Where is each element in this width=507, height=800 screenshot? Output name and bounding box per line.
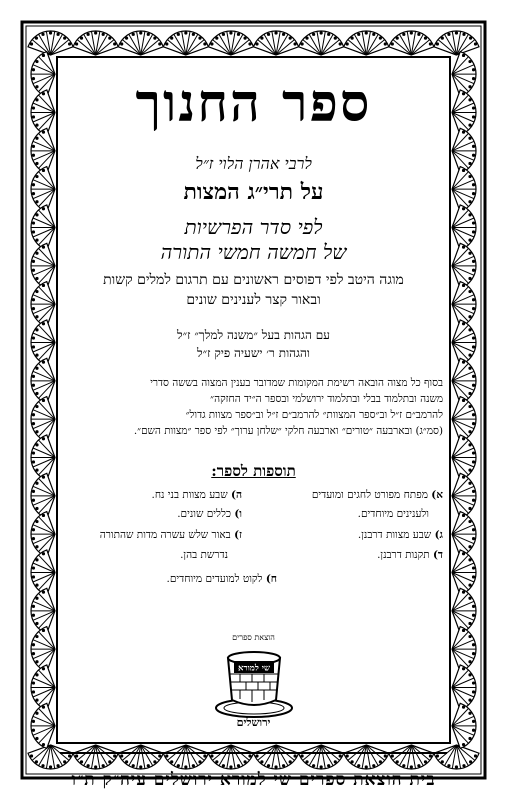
fan-ornament [452, 282, 476, 327]
fan-ornament [389, 745, 434, 769]
fan-ornament [28, 31, 73, 55]
fan-ornament [31, 627, 55, 672]
addition-item: ג) שבע מצוות דרבנן. [357, 529, 443, 541]
publisher-label: הוצאת ספרים [232, 633, 275, 642]
fan-ornament [452, 205, 476, 250]
addition-item: ז) באור שלש עשרה מדות שהתורה [99, 529, 242, 541]
fan-ornament [452, 473, 476, 518]
publisher-footer: בית הוצאת ספרים שי למורא ירושלים עיה״ק ת״ו [71, 770, 436, 790]
fan-ornament [452, 550, 476, 595]
fan-ornament [73, 745, 118, 769]
subtitle-commandments: על תרי״ג המצות [183, 179, 324, 205]
fan-ornament [452, 703, 476, 748]
fan-ornament [31, 205, 55, 250]
fan-ornament [452, 90, 476, 135]
fan-ornament [31, 473, 55, 518]
content-area [60, 60, 447, 790]
fan-ornament [452, 627, 476, 672]
fan-ornament [31, 320, 55, 365]
fan-ornament [253, 31, 298, 55]
fan-ornament [452, 588, 476, 633]
fan-ornament [452, 128, 476, 173]
fan-ornament [31, 665, 55, 710]
fan-ornament [452, 52, 476, 97]
fan-ornament [253, 745, 298, 769]
fan-ornament [208, 745, 253, 769]
logo-text: שי למורא [237, 663, 271, 674]
fan-ornament [452, 665, 476, 710]
addition-item: נדרשת בהן. [180, 549, 228, 561]
fan-ornament [28, 745, 73, 769]
fan-ornament [452, 435, 476, 480]
author-line: לרבי אהרן הלוי ז״ל [195, 154, 312, 173]
fan-ornament [452, 167, 476, 212]
fan-ornament [452, 397, 476, 442]
divider [60, 752, 447, 754]
addition-item: ולענינים מיוחדים. [357, 508, 429, 520]
fan-ornament [163, 745, 208, 769]
glosses-line-2: והגהות ר׳ ישעיה פיק ז״ל [196, 346, 310, 360]
fan-ornament [31, 167, 55, 212]
addition-item: ח) לקוט למועדים מיוחדים. [166, 573, 277, 585]
fan-ornament [31, 588, 55, 633]
sources-paragraph [64, 375, 443, 439]
fan-ornament [31, 435, 55, 480]
fan-ornament [344, 745, 389, 769]
glosses-line-1: עם הגהות בעל ״משנה למלך״ ז״ל [177, 328, 330, 342]
fan-ornament [31, 243, 55, 288]
fan-ornament [208, 31, 253, 55]
fan-ornament [31, 90, 55, 135]
addition-item: ה) שבע מצוות בני נח. [151, 489, 242, 501]
addition-item: ו) כללים שונים. [177, 508, 242, 520]
fan-ornament [452, 243, 476, 288]
sources-line: משנה ובתלמוד בבלי ובתלמוד ירושלמי ובספר ה״יד החזקה״ [210, 393, 443, 405]
fan-ornament [452, 512, 476, 557]
fan-ornament [31, 282, 55, 327]
fan-ornament [31, 703, 55, 748]
fan-ornament [434, 31, 479, 55]
fan-ornament [389, 31, 434, 55]
fan-ornament [73, 31, 118, 55]
addition-item: ד) תקנות דרבנן. [377, 549, 443, 561]
sources-line: להרמב״ם ז״ל וב״ספר המצוות״ להרמב״ם ז״ל וב״ספר מצוות גדול״ [185, 409, 443, 421]
subtitle-order: לפי סדר הפרשיות [184, 215, 323, 239]
fan-ornament [299, 31, 344, 55]
fan-ornament [31, 397, 55, 442]
fan-ornament [31, 128, 55, 173]
fan-ornament [31, 512, 55, 557]
book-title: ספר החנוך [135, 73, 372, 134]
city-label: ירושלים [236, 716, 271, 729]
fan-ornament [118, 745, 163, 769]
subtitle-torah: של חמשה חמשי התורה [160, 240, 347, 264]
fan-ornament [31, 550, 55, 595]
fan-ornament [31, 358, 55, 403]
fan-ornament [434, 745, 479, 769]
fan-ornament [344, 31, 389, 55]
description-line-1: מוגה היטב לפי דפוסים ראשונים עם תרגום למלים קשות [103, 272, 404, 288]
sources-line: (סמ״ג) ובארבעה ״טורים״ וארבעה חלקי ״שלחן ערוך״ לפי ספר ״מצוות השם״. [133, 425, 443, 437]
fan-ornament [452, 358, 476, 403]
fan-ornament [452, 320, 476, 365]
publisher-logo-icon [212, 644, 296, 720]
fan-ornament [118, 31, 163, 55]
fan-ornament [299, 745, 344, 769]
additions-title: תוספות לספר: [211, 462, 296, 480]
sources-line: בסוף כל מצוה הובאה רשימת המקומות שמדובר בענין המצוה בששה סדרי [150, 377, 443, 389]
fan-ornament [163, 31, 208, 55]
fan-ornament [31, 52, 55, 97]
description-line-2: ובאור קצר לענינים שונים [186, 292, 321, 308]
addition-item: א) מפתח מפורט לחגים ומועדים [311, 489, 443, 501]
